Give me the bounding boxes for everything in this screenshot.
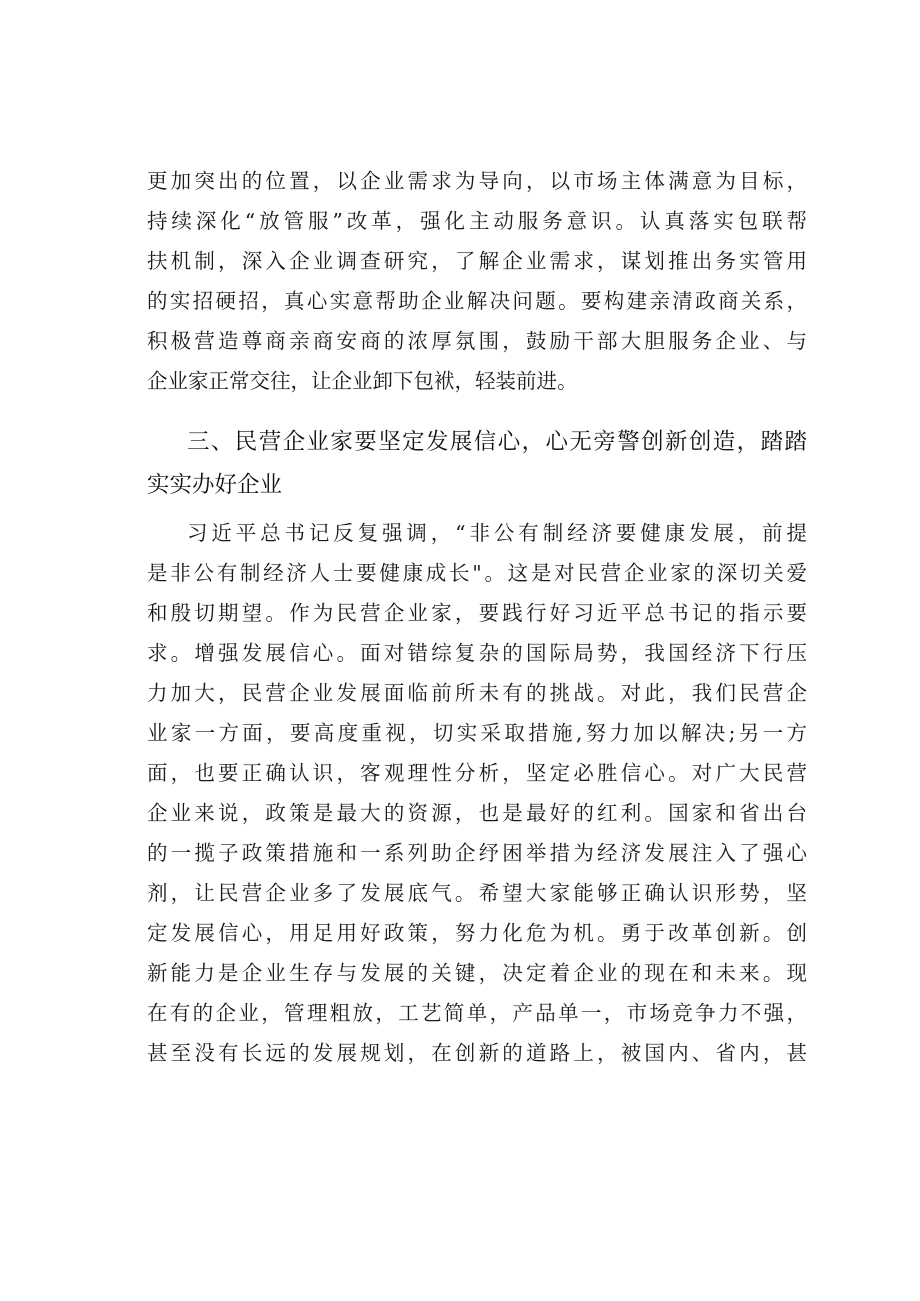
paragraph-2-line-4: 求。增强发展信心。面对错综复杂的国际局势，我国经济下行压 <box>147 641 807 665</box>
paragraph-1-line-4: 的实招硬招，真心实意帮助企业解决问题。要构建亲清政商关系， <box>147 289 807 313</box>
paragraph-1-line-6: 企业家正常交往，让企业卸下包袱，轻装前进。 <box>147 369 578 393</box>
paragraph-2-line-1: 习近平总书记反复强调，“非公有制经济要健康发展，前提 <box>187 521 807 545</box>
paragraph-2-line-8: 企业来说，政策是最大的资源，也是最好的红利。国家和省出台 <box>147 801 807 825</box>
paragraph-2-line-13: 在有的企业，管理粗放，工艺简单，产品单一，市场竞争力不强， <box>147 1001 807 1025</box>
paragraph-2-line-11: 定发展信心，用足用好政策，努力化危为机。勇于改革创新。创 <box>147 921 807 945</box>
paragraph-2-line-2: 是非公有制经济人士要健康成长"。这是对民营企业家的深切关爱 <box>147 561 807 585</box>
paragraph-2-line-9: 的一揽子政策措施和一系列助企纾困举措为经济发展注入了强心 <box>147 841 807 865</box>
paragraph-2-line-3: 和殷切期望。作为民营企业家，要践行好习近平总书记的指示要 <box>147 601 807 625</box>
paragraph-2-line-7: 面，也要正确认识，客观理性分析，坚定必胜信心。对广大民营 <box>147 761 807 785</box>
paragraph-2-line-12: 新能力是企业生存与发展的关键，决定着企业的现在和未来。现 <box>147 961 807 985</box>
paragraph-1-line-2: 持续深化“放管服”改革，强化主动服务意识。认真落实包联帮 <box>147 209 807 233</box>
paragraph-2-line-10: 剂，让民营企业多了发展底气。希望大家能够正确认识形势，坚 <box>147 881 807 905</box>
paragraph-2-line-6: 业家一方面，要高度重视，切实采取措施,努力加以解决;另一方 <box>147 721 807 745</box>
paragraph-1-line-5: 积极营造尊商亲商安商的浓厚氛围，鼓励干部大胆服务企业、与 <box>147 329 807 353</box>
section-heading-line-1: 三、民营企业家要坚定发展信心，心无旁警创新创造，踏踏 <box>187 429 807 455</box>
paragraph-1-line-3: 扶机制，深入企业调查研究，了解企业需求，谋划推出务实管用 <box>147 249 807 273</box>
section-heading-line-2: 实实办好企业 <box>147 472 283 498</box>
paragraph-2-line-5: 力加大，民营企业发展面临前所未有的挑战。对此，我们民营企 <box>147 681 807 705</box>
paragraph-2-line-14: 甚至没有长远的发展规划，在创新的道路上，被国内、省内，甚 <box>147 1041 807 1065</box>
paragraph-1-line-1: 更加突出的位置，以企业需求为导向，以市场主体满意为目标， <box>147 169 807 193</box>
